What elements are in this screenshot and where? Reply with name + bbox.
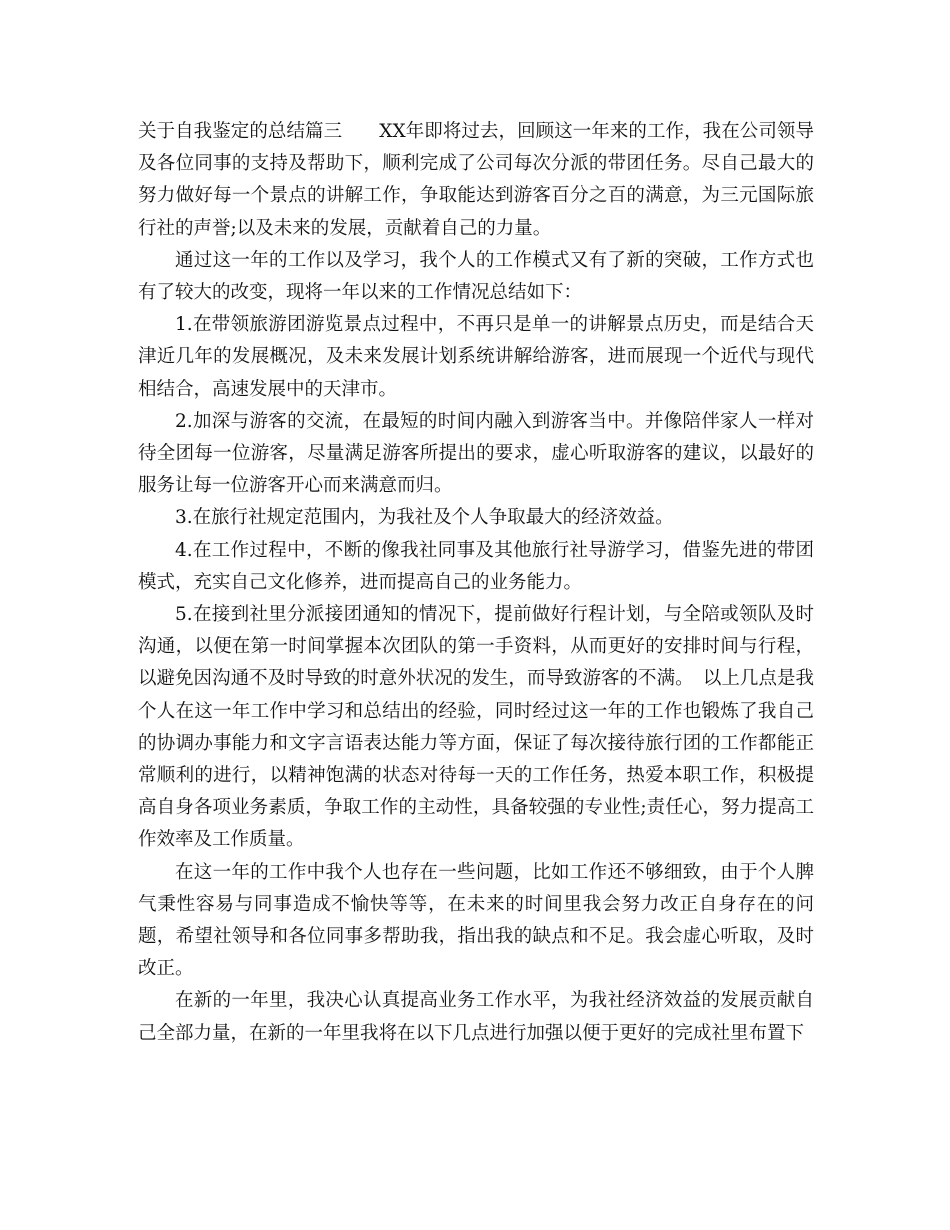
- paragraph-problems: 在这一年的工作中我个人也存在一些问题，比如工作还不够细致，由于个人脾气秉性容易与同事造成不愉快等等，在未来的时间里我会努力改正自身存在的问题，希望社领导和各位同事多帮助我，指出我的缺点和不足。我会虚心听取，及时改正。: [138, 861, 814, 980]
- document-body: [138, 116, 814, 1050]
- paragraph-item-4: 4.在工作过程中，不断的像我社同事及其他旅行社导游学习，借鉴先进的带团模式，充实自己文化修养，进而提高自己的业务能力。: [138, 539, 814, 593]
- paragraph-intro: 关于自我鉴定的总结篇三 XX年即将过去，回顾这一年来的工作，我在公司领导及各位同事的支持及帮助下，顺利完成了公司每次分派的带团任务。尽自己最大的努力做好每一个景点的讲解工作，争取能达到游客百分之百的满意，为三元国际旅行社的声誉;以及未来的发展，贡献着自己的力量。: [138, 121, 814, 239]
- paragraph-new-year: 在新的一年里，我决心认真提高业务工作水平，为我社经济效益的发展贡献自己全部力量，在新的一年里我将在以下几点进行加强以便于更好的完成社里布置下: [138, 990, 814, 1044]
- paragraph-item-3: 3.在旅行社规定范围内，为我社及个人争取最大的经济效益。: [175, 507, 674, 529]
- paragraph-item-2: 2.加深与游客的交流，在最短的时间内融入到游客当中。并像陪伴家人一样对待全团每一位游客，尽量满足游客所提出的要求，虚心听取游客的建议，以最好的服务让每一位游客开心而来满意而归。: [138, 410, 814, 497]
- paragraph-item-5: 5.在接到社里分派接团通知的情况下，提前做好行程计划，与全陪或领队及时沟通，以便在第一时间掌握本次团队的第一手资料，从而更好的安排时间与行程，以避免因沟通不及时导致的时意外状况的发生，而导致游客的不满。 以上几点是我个人在这一年工作中学习和总结出的经验，同时经过这一年的工作也锻炼了我自己的协调办事能力和文字言语表达能力等方面，保证了每次接待旅行团的工作都能正常顺利的进行，以精神饱满的状态对待每一天的工作任务，热爱本职工作，积极提高自身各项业务素质，争取工作的主动性，具备较强的专业性;责任心，努力提高工作效率及工作质量。: [138, 604, 814, 851]
- paragraph-item-1: 1.在带领旅游团游览景点过程中，不再只是单一的讲解景点历史，而是结合天津近几年的发展概况，及未来发展计划系统讲解给游客，进而展现一个近代与现代相结合，高速发展中的天津市。: [138, 314, 814, 400]
- paragraph-summary-lead: 通过这一年的工作以及学习，我个人的工作模式又有了新的突破，工作方式也有了较大的改变，现将一年以来的工作情况总结如下：: [138, 249, 814, 304]
